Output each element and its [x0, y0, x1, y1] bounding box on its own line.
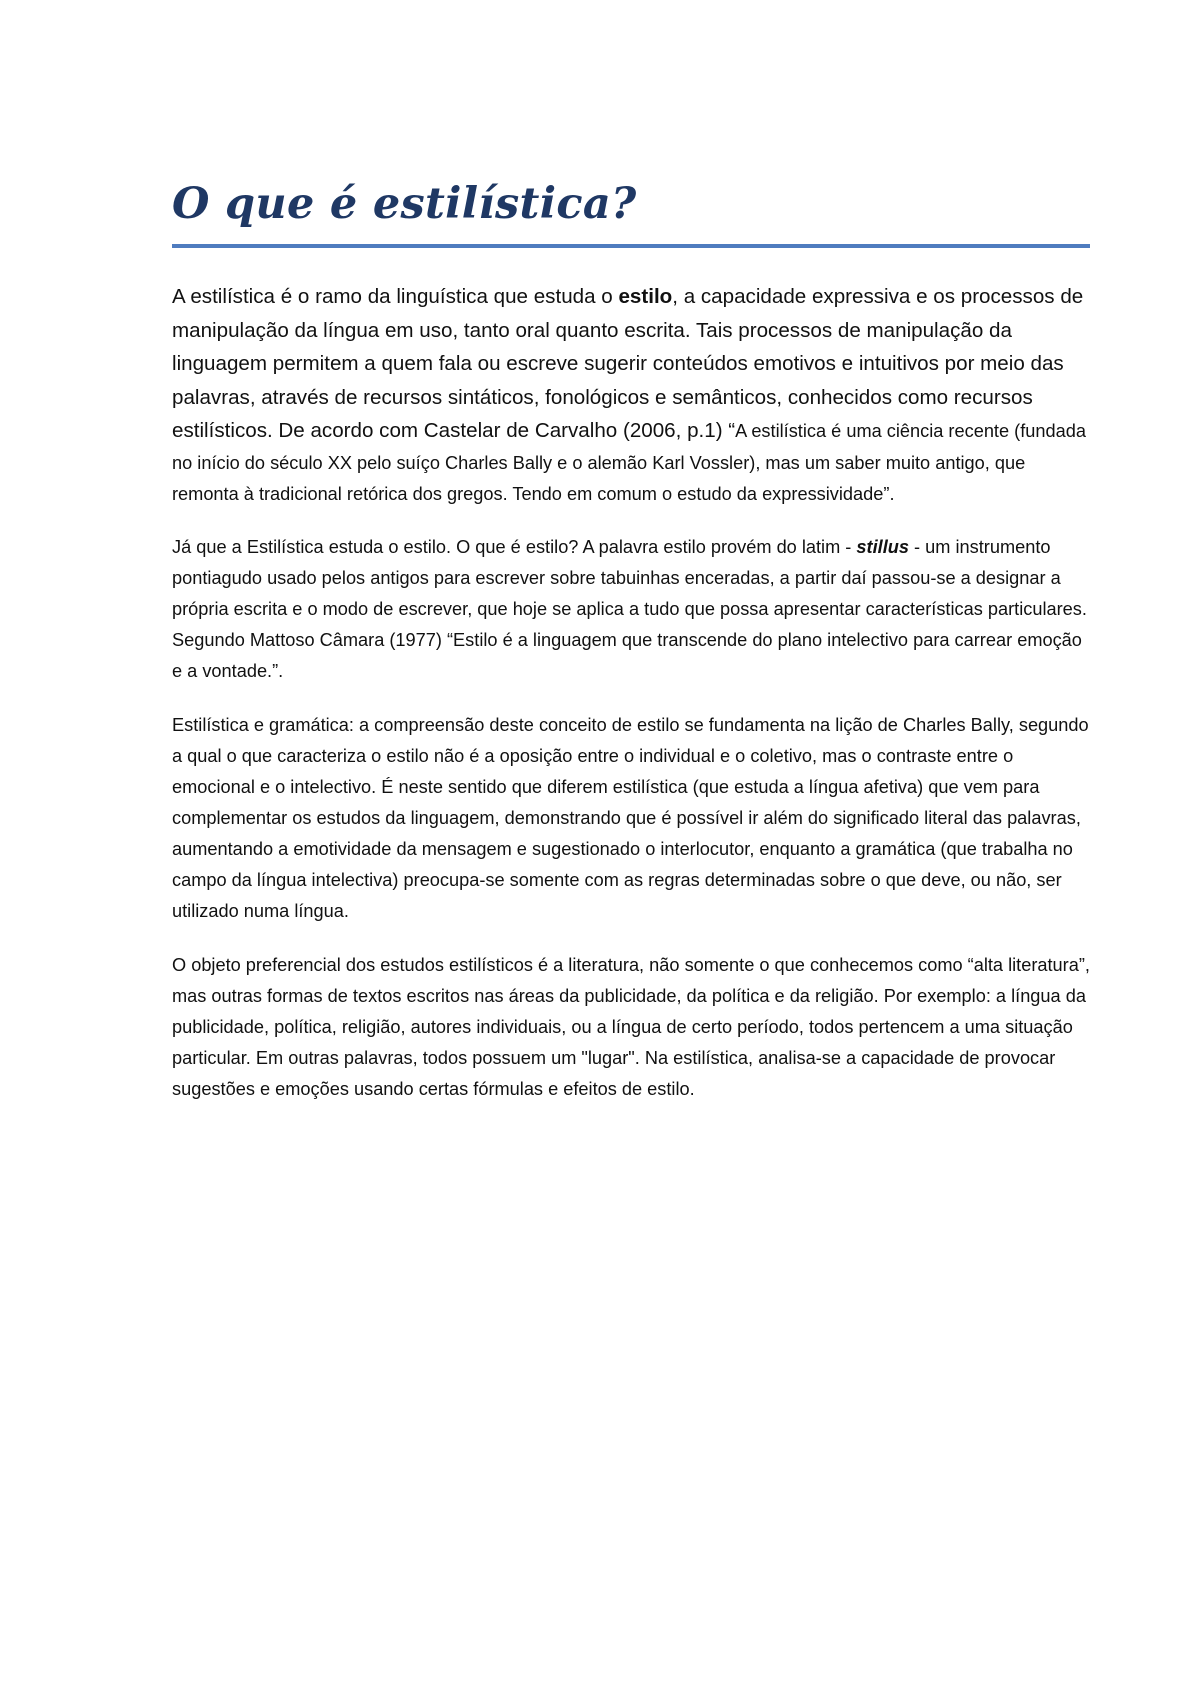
document-page: [172, 176, 1092, 1105]
paragraph-estilistica-gramatica: Estilística e gramática: a compreensão deste conceito de estilo se fundamenta na lição de Charles Bally, segundo a qual o que caracteriza o estilo não é a oposição entre o individual e o coletivo, mas o contraste entre o emocional e o intelectivo. É neste sentido que diferem estilística (que estuda a língua afetiva) que vem para complementar os estudos da linguagem, demonstrando que é possível ir além do significado literal das palavras, aumentando a emotividade da mensagem e sugestionado o interlocutor, enquanto a gramática (que trabalha no campo da língua intelectiva) preocupa-se somente com as regras determinadas sobre o que deve, ou não, ser utilizado numa língua.: [172, 714, 1089, 921]
bold-term-estilo: estilo: [618, 285, 673, 308]
page-title: O que é estilística?: [172, 179, 637, 229]
intro-text-start: [172, 285, 1083, 442]
origin-text-before-term: Já que a Estilística estuda o estilo. O que é estilo? A palavra estilo provém do latim -: [172, 536, 857, 557]
intro-quote-text: A estilística é uma ciência recente (fundada no início do século XX pelo suíço Charles Bally e o alemão Karl Vossler), mas um saber muito antigo, que remonta à tradicional retórica dos gregos. Tendo em comum o estudo da expressividade”.: [172, 421, 1086, 504]
origin-text-after-term: - um instrumento pontiagudo usado pelos antigos para escrever sobre tabuinhas enceradas, a partir daí passou-se a designar a própria escrita e o modo de escrever, que hoje se aplica a tudo que possa apresentar características particulares. Segundo Mattoso Câmara (1977) “Estilo é a linguagem que transcende do plano intelectivo para carrear emoção e a vontade.”.: [172, 536, 1087, 681]
intro-text-before-bold: A estilística é o ramo da linguística que estuda o: [172, 285, 619, 308]
intro-text-after-bold: , a capacidade expressiva e os processos de manipulação da língua em uso, tanto oral quanto escrita. Tais processos de manipulação da linguagem permitem a quem fala ou escreve sugerir conteúdos emotivos e intuitivos por meio das palavras, através de recursos sintáticos, fonológicos e semânticos, conhecidos como recursos estilísticos. De acordo com Castelar de Carvalho (2006, p.1) “: [172, 285, 1084, 442]
title-underline: [172, 244, 1090, 248]
term-stillus: stillus: [856, 536, 909, 557]
paragraph-estilo-origin: [172, 532, 1092, 687]
paragraph-intro: [172, 280, 1092, 510]
paragraph-objeto-preferencial: O objeto preferencial dos estudos estilísticos é a literatura, não somente o que conhecemos como “alta literatura”, mas outras formas de textos escritos nas áreas da publicidade, da política e da religião. Por exemplo: a língua da publicidade, política, religião, autores individuais, ou a língua de certo período, todos pertencem a uma situação particular. Em outras palavras, todos possuem um "lugar". Na estilística, analisa-se a capacidade de provocar sugestões e emoções usando certas fórmulas e efeitos de estilo.: [172, 954, 1090, 1099]
